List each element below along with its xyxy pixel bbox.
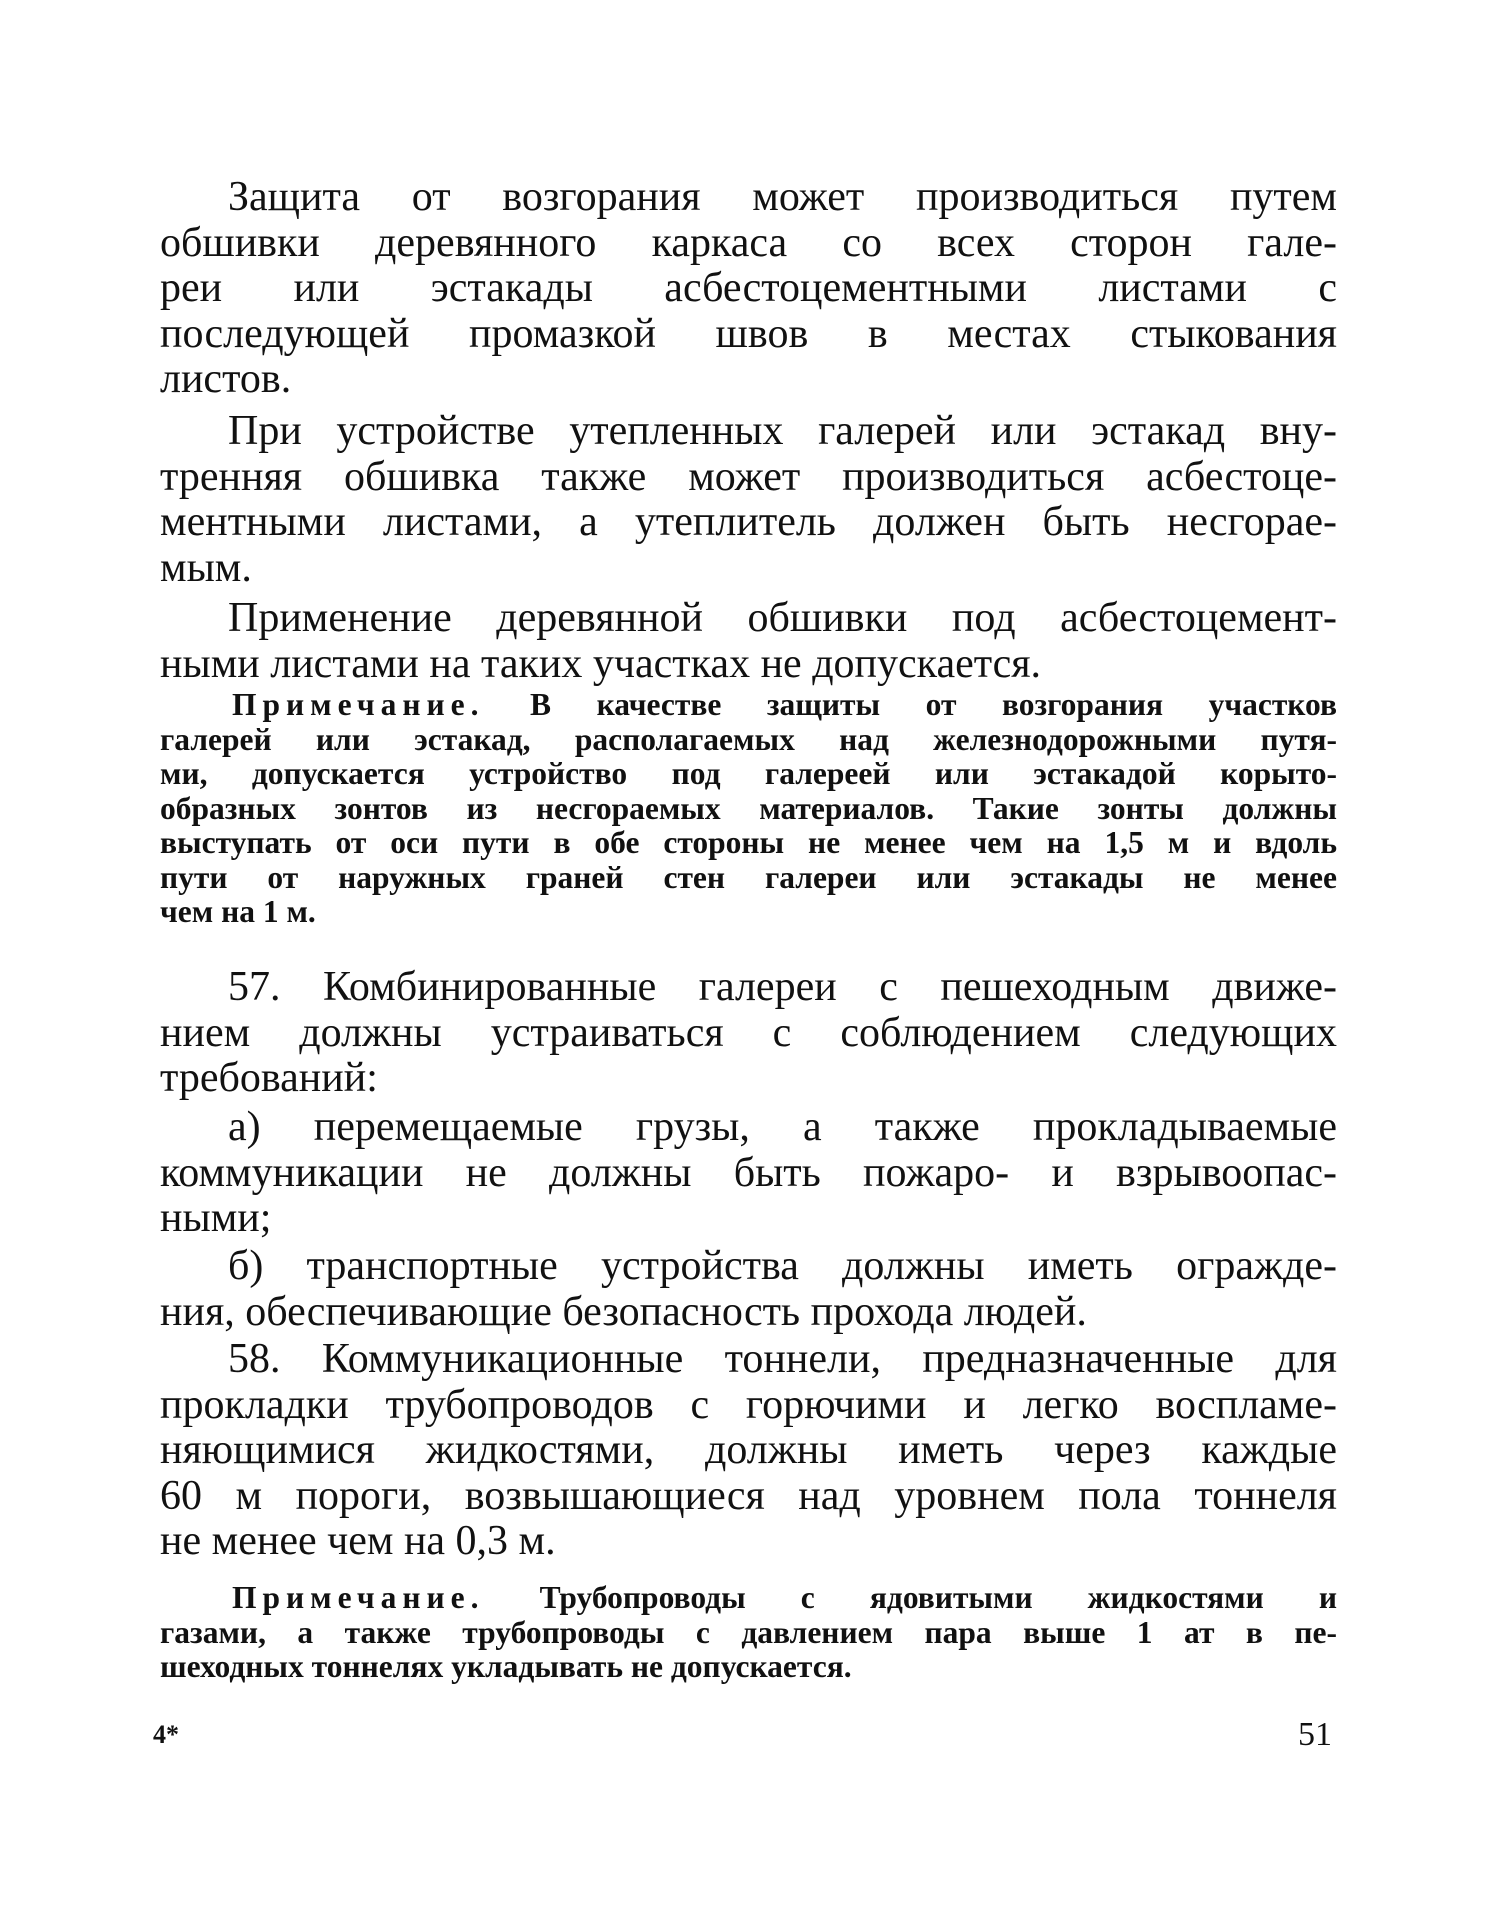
text-line: выступать от оси пути в обе стороны не менее чем на 1,5 м и вдоль bbox=[160, 825, 1337, 860]
text-line: нием должны устраиваться с соблюдением следующих bbox=[160, 1009, 1337, 1056]
text-line: При устройстве утепленных галерей или эстакад вну- bbox=[228, 408, 1337, 454]
text-line: листов. bbox=[160, 356, 292, 402]
note-railway-protection bbox=[160, 688, 1337, 930]
text-line: коммуникации не должны быть пожаро- и взрывоопас- bbox=[160, 1149, 1337, 1196]
text-line: не менее чем на 0,3 м. bbox=[160, 1518, 556, 1564]
text-line: Защита от возгорания может производиться путем bbox=[228, 174, 1337, 220]
text-line: а) перемещаемые грузы, а также прокладываемые bbox=[228, 1104, 1337, 1150]
text-line: газами, а также трубопроводы с давлением пара выше 1 ат в пе- bbox=[160, 1614, 1337, 1650]
text-line: няющимися жидкостями, должны иметь через каждые bbox=[160, 1427, 1337, 1473]
note-first-line-text: В качестве защиты от возгорания участков bbox=[530, 687, 1338, 722]
text-line: 60 м пороги, возвышающиеся над уровнем пола тоннеля bbox=[160, 1472, 1337, 1519]
text-line: требований: bbox=[160, 1055, 378, 1101]
paragraph-insulated-galleries bbox=[160, 409, 1337, 591]
text-line: обшивки деревянного каркаса со всех сторон гале- bbox=[160, 219, 1337, 266]
text-line: ми, допускается устройство под галереей или эстакадой корыто- bbox=[160, 756, 1337, 791]
note-first-line bbox=[160, 1581, 1337, 1616]
text-line: б) транспортные устройства должны иметь огражде- bbox=[228, 1243, 1337, 1289]
text-line: прокладки трубопроводов с горючими и легко воспламе- bbox=[160, 1381, 1337, 1428]
note-toxic-pipelines bbox=[160, 1581, 1337, 1685]
text-line: последующей промазкой швов в местах стыкования bbox=[160, 310, 1337, 357]
signature-mark: 4* bbox=[153, 1720, 179, 1749]
note-first-line-text: Трубопроводы с ядовитыми жидкостями и bbox=[539, 1580, 1338, 1615]
text-line: галерей или эстакад, располагаемых над железнодорожными путя- bbox=[160, 721, 1337, 757]
text-line: шеходных тоннелях укладывать не допускается. bbox=[160, 1649, 852, 1684]
text-line: ментными листами, а утеплитель должен быть несгорае- bbox=[160, 499, 1337, 545]
text-line: 57. Комбинированные галереи с пешеходным движе- bbox=[228, 964, 1337, 1010]
note-label: Примечание. bbox=[232, 687, 485, 722]
text-line: ными листами на таких участках не допускается. bbox=[160, 640, 1042, 687]
paragraph-wooden-sheathing bbox=[160, 596, 1337, 687]
list-item-b bbox=[160, 1244, 1337, 1335]
paragraph-fire-protection bbox=[160, 175, 1337, 403]
text-line: чем на 1 м. bbox=[160, 894, 316, 929]
text-line: тренняя обшивка также может производиться асбестоце- bbox=[160, 453, 1337, 500]
text-line: реи или эстакады асбестоцементными листами с bbox=[160, 265, 1337, 311]
list-item-a bbox=[160, 1105, 1337, 1242]
text-line: ными; bbox=[160, 1195, 272, 1241]
text-line: мым. bbox=[160, 544, 252, 591]
paragraph-58-communication-tunnels bbox=[160, 1337, 1337, 1565]
text-line: ния, обеспечивающие безопасность прохода людей. bbox=[160, 1288, 1087, 1335]
text-line: пути от наружных граней стен галереи или эстакады не менее bbox=[160, 859, 1337, 895]
text-line: образных зонтов из несгораемых материалов. Такие зонты должны bbox=[160, 790, 1337, 826]
text-line: 58. Коммуникационные тоннели, предназначенные для bbox=[228, 1336, 1337, 1382]
paragraph-57-combined-galleries bbox=[160, 965, 1337, 1102]
text-line: Применение деревянной обшивки под асбестоцемент- bbox=[228, 595, 1337, 641]
page-number: 51 bbox=[1298, 1716, 1332, 1753]
note-label: Примечание. bbox=[232, 1580, 485, 1615]
note-first-line bbox=[160, 688, 1337, 723]
